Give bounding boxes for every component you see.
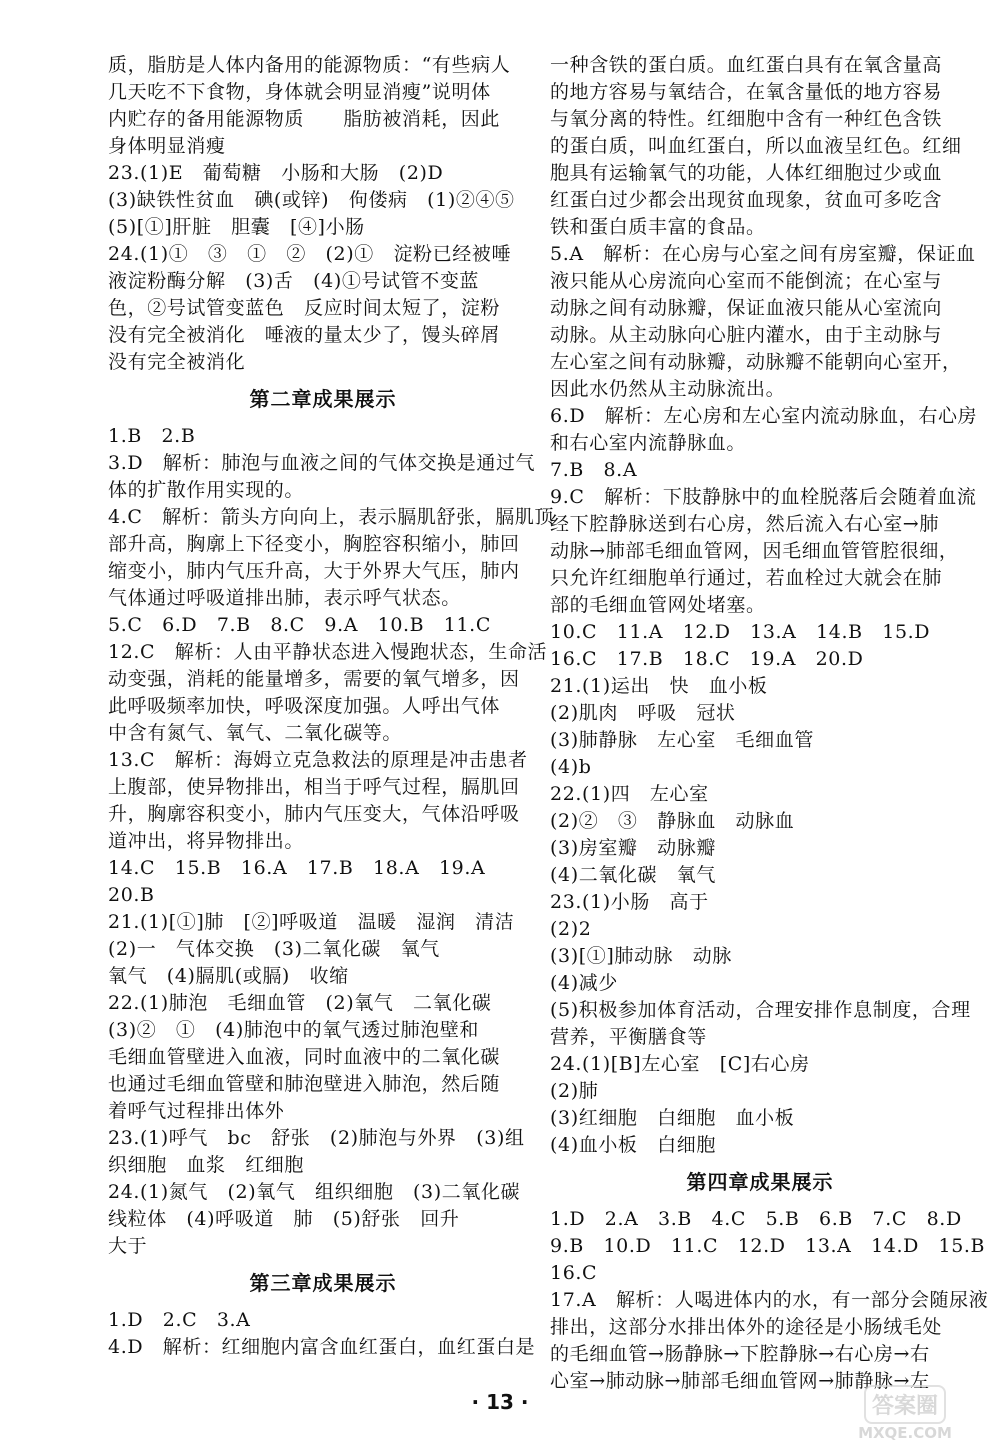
text-line: 没有完全被消化 唾液的量太少了，馒头碎屑: [108, 324, 501, 346]
text-line: 质，脂肪是人体内备用的能源物质：“有些病人: [108, 54, 511, 76]
text-line: 9.C 解析：下肢静脉中的血栓脱落后会随着血流: [550, 486, 977, 508]
text-line: 营养，平衡膳食等: [550, 1026, 707, 1048]
text-line: (3)肺静脉 左心室 毛细血管: [550, 729, 814, 751]
text-line: 7.B 8.A: [550, 459, 638, 481]
left-column: [108, 52, 555, 1361]
text-line: 只允许红细胞单行通过，若血栓过大就会在肺: [550, 567, 943, 589]
text-line: 中含有氮气、氧气、二氧化碳等。: [108, 722, 403, 744]
text-line: 动变强，消耗的能量增多，需要的氧气增多，因: [108, 668, 520, 690]
section-heading: 第三章成果展示: [249, 1271, 397, 1295]
text-line: 动脉。从主动脉向心脏内灌水，由于主动脉与: [550, 324, 943, 346]
text-line: 着呼气过程排出体外: [108, 1100, 285, 1122]
text-line: (5)[①]肝脏 胆囊 [④]小肠: [108, 216, 365, 238]
text-line: 5.C 6.D 7.B 8.C 9.A 10.B 11.C: [108, 614, 491, 636]
text-line: 上腹部，使异物排出，相当于呼气过程，膈肌回: [108, 776, 520, 798]
text-line: 22.(1)肺泡 毛细血管 (2)氧气 二氧化碳: [108, 992, 492, 1014]
text-line: 3.D 解析：肺泡与血液之间的气体交换是通过气: [108, 452, 536, 474]
text-line: 因此水仍然从主动脉流出。: [550, 378, 786, 400]
right-column: [550, 52, 989, 1395]
text-line: (3)② ① (4)肺泡中的氧气透过肺泡壁和: [108, 1019, 480, 1041]
text-line: 的蛋白质，叫血红蛋白，所以血液呈红色。红细: [550, 135, 962, 157]
text-line: 道冲出，将异物排出。: [108, 830, 305, 852]
text-line: 没有完全被消化: [108, 351, 246, 373]
text-line: 13.C 解析：海姆立克急救法的原理是冲击患者: [108, 749, 528, 771]
text-line: 织细胞 血浆 红细胞: [108, 1154, 305, 1176]
text-line: 线粒体 (4)呼吸道 肺 (5)舒张 回升: [108, 1208, 460, 1230]
text-line: (4)血小板 白细胞: [550, 1134, 716, 1156]
text-line: 6.D 解析：左心房和左心室内流动脉血，右心房: [550, 405, 978, 427]
text-line: 23.(1)E 葡萄糖 小肠和大肠 (2)D: [108, 162, 444, 184]
text-line: 此呼吸频率加快，呼吸深度加强。人呼出气体: [108, 695, 501, 717]
text-line: (2)一 气体交换 (3)二氧化碳 氧气: [108, 938, 440, 960]
text-line: 14.C 15.B 16.A 17.B 18.A 19.A: [108, 857, 486, 879]
text-line: 内贮存的备用能源物质 脂肪被消耗，因此: [108, 108, 501, 130]
text-line: 左心室之间有动脉瓣，动脉瓣不能朝向心室开，: [550, 351, 962, 373]
text-line: 心室→肺动脉→肺部毛细血管网→肺静脉→左: [550, 1370, 930, 1392]
text-line: (4)b: [550, 756, 592, 778]
text-line: 体的扩散作用实现的。: [108, 479, 305, 501]
text-line: 1.D 2.C 3.A: [108, 1309, 251, 1331]
watermark-title: 答案圈: [864, 1385, 946, 1424]
text-line: 气体通过呼吸道排出肺，表示呼气状态。: [108, 587, 461, 609]
text-line: 铁和蛋白质丰富的食品。: [550, 216, 766, 238]
text-line: (2)② ③ 静脉血 动脉血: [550, 810, 795, 832]
text-line: 红蛋白过少都会出现贫血现象，贫血可多吃含: [550, 189, 943, 211]
section-heading: 第四章成果展示: [686, 1170, 834, 1194]
text-line: 缩变小，肺内气压升高，大于外界大气压，肺内: [108, 560, 520, 582]
text-line: 4.C 解析：箭头方向向上，表示膈肌舒张，膈肌顶: [108, 506, 555, 528]
text-line: 4.D 解析：红细胞内富含血红蛋白，血红蛋白是: [108, 1336, 536, 1358]
text-line: 排出，这部分水排出体外的途径是小肠绒毛处: [550, 1316, 943, 1338]
text-line: (2)肺: [550, 1080, 599, 1102]
watermark-url: MXQE.COM: [858, 1424, 952, 1442]
text-line: 16.C 17.B 18.C 19.A 20.D: [550, 648, 864, 670]
text-line: 液只能从心房流向心室而不能倒流；在心室与: [550, 270, 943, 292]
text-line: 24.(1)① ③ ① ② (2)① 淀粉已经被唾: [108, 243, 512, 265]
text-line: 23.(1)小肠 高于: [550, 891, 709, 913]
text-line: 一种含铁的蛋白质。血红蛋白具有在氧含量高: [550, 54, 943, 76]
text-line: 升，胸廓容积变小，肺内气压变大，气体沿呼吸: [108, 803, 520, 825]
text-line: 液淀粉酶分解 (3)舌 (4)①号试管不变蓝: [108, 270, 480, 292]
text-line: 21.(1)运出 快 血小板: [550, 675, 768, 697]
text-line: 与氧分离的特性。红细胞中含有一种红色含铁: [550, 108, 943, 130]
text-line: (3)红细胞 白细胞 血小板: [550, 1107, 795, 1129]
text-line: (2)肌肉 呼吸 冠状: [550, 702, 736, 724]
text-line: 胞具有运输氧气的功能，人体红细胞过少或血: [550, 162, 943, 184]
text-line: 22.(1)四 左心室: [550, 783, 709, 805]
text-line: 也通过毛细血管壁和肺泡壁进入肺泡，然后随: [108, 1073, 501, 1095]
text-line: 5.A 解析：在心房与心室之间有房室瓣，保证血: [550, 243, 976, 265]
page-number: · 13 ·: [471, 1390, 529, 1414]
text-line: 1.B 2.B: [108, 425, 196, 447]
text-line: 动脉→肺部毛细血管网，因毛细血管管腔很细，: [550, 540, 959, 562]
text-line: 大于: [108, 1235, 148, 1257]
text-line: (3)缺铁性贫血 碘(或锌) 佝偻病 (1)②④⑤: [108, 189, 515, 211]
text-line: 氧气 (4)膈肌(或膈) 收缩: [108, 965, 349, 987]
text-line: 24.(1)氮气 (2)氧气 组织细胞 (3)二氧化碳: [108, 1181, 521, 1203]
text-line: (4)二氧化碳 氧气: [550, 864, 716, 886]
text-line: 部升高，胸廓上下径变小，胸腔容积缩小，肺回: [108, 533, 520, 555]
text-line: 24.(1)[B]左心室 [C]右心房: [550, 1053, 810, 1075]
text-line: 21.(1)[①]肺 [②]呼吸道 温暖 湿润 清洁: [108, 911, 515, 933]
text-line: 动脉之间有动脉瓣，保证血液只能从心室流向: [550, 297, 943, 319]
text-line: 的地方容易与氧结合，在氧含量低的地方容易: [550, 81, 943, 103]
text-line: 几天吃不下食物，身体就会明显消瘦”说明体: [108, 81, 491, 103]
text-line: 23.(1)呼气 bc 舒张 (2)肺泡与外界 (3)组: [108, 1127, 525, 1149]
text-line: 16.C: [550, 1262, 598, 1284]
text-line: 和右心室内流静脉血。: [550, 432, 747, 454]
text-line: (3)房室瓣 动脉瓣: [550, 837, 716, 859]
text-line: (4)减少: [550, 972, 618, 994]
text-line: 9.B 10.D 11.C 12.D 13.A 14.D 15.B: [550, 1235, 986, 1257]
text-line: 部的毛细血管网处堵塞。: [550, 594, 766, 616]
text-line: 20.B: [108, 884, 155, 906]
text-line: 身体明显消瘦: [108, 135, 226, 157]
watermark-logo: [830, 1385, 980, 1445]
text-line: 12.C 解析：人由平静状态进入慢跑状态，生命活: [108, 641, 548, 663]
text-line: (3)[①]肺动脉 动脉: [550, 945, 732, 967]
text-line: 的毛细血管→肠静脉→下腔静脉→右心房→右: [550, 1343, 930, 1365]
text-line: 1.D 2.A 3.B 4.C 5.B 6.B 7.C 8.D: [550, 1208, 962, 1230]
text-line: 毛细血管壁进入血液，同时血液中的二氧化碳: [108, 1046, 501, 1068]
text-line: (2)2: [550, 918, 592, 940]
text-line: 色，②号试管变蓝色 反应时间太短了，淀粉: [108, 297, 501, 319]
text-line: (5)积极参加体育活动，合理安排作息制度，合理: [550, 999, 971, 1021]
text-line: 经下腔静脉送到右心房，然后流入右心室→肺: [550, 513, 939, 535]
section-heading: 第二章成果展示: [249, 387, 397, 411]
text-line: 10.C 11.A 12.D 13.A 14.B 15.D: [550, 621, 931, 643]
text-line: 17.A 解析：人喝进体内的水，有一部分会随尿液: [550, 1289, 989, 1311]
